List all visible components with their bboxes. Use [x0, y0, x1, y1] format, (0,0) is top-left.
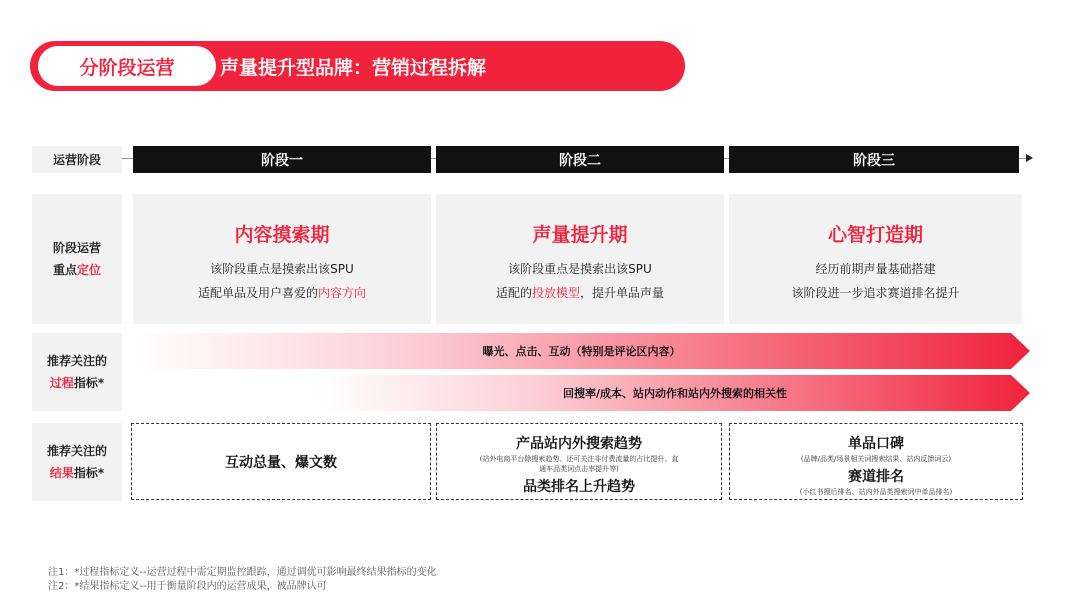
result-box-3 — [729, 423, 1023, 500]
banner-title: 声量提升型品牌：营销过程拆解 — [220, 56, 487, 79]
result-stage2-title2: 品类排名上升趋势 — [523, 479, 635, 495]
stage-bar-1: 阶段一 — [133, 146, 431, 173]
label-stage — [32, 146, 122, 173]
card-line1: 经历前期声量基础搭建 — [815, 262, 936, 276]
label-result-line2: 结果指标* — [49, 466, 105, 480]
focus-card-3 — [729, 194, 1022, 324]
timeline-arrow-icon — [1026, 154, 1033, 162]
result-box-1 — [131, 423, 431, 500]
card-title: 声量提升期 — [532, 224, 628, 246]
stage-bar-2: 阶段二 — [436, 146, 724, 173]
result-stage1: 互动总量、爆文数 — [225, 454, 337, 471]
card-line2: 该阶段进一步追求赛道排名提升 — [791, 286, 960, 300]
card-line2: 适配的投放模型，提升单品声量 — [495, 286, 665, 300]
result-stage3-note: (品牌/品类/场景相关词搜索结果、站内反馈词云) — [800, 455, 952, 463]
label-result — [32, 423, 122, 501]
label-process — [32, 333, 122, 411]
process-arrow-2-label: 回搜率/成本、站内动作和站内外搜索的相关性 — [562, 387, 788, 400]
card-line2: 适配单品及用户喜爱的内容方向 — [197, 286, 367, 300]
result-stage2-note1: (站外电商平台除搜索趋势、还可关注非付费流量的占比提升、直 — [479, 455, 679, 463]
label-focus-line1: 阶段运营 — [52, 241, 101, 255]
card-line1: 该阶段重点是摸索出该SPU — [508, 262, 652, 276]
result-box-2 — [436, 423, 722, 500]
process-arrow-1-label: 曝光、点击、互动（特别是评论区内容） — [482, 345, 681, 358]
label-result-line1: 推荐关注的 — [46, 444, 107, 458]
label-focus — [32, 194, 122, 324]
header-banner — [30, 41, 685, 91]
process-arrow-2 — [320, 375, 1030, 411]
result-stage3-note2: (小红书搜后排名、站内外品类搜索词中单品排名) — [799, 488, 953, 496]
result-stage2-note2: 通车品类词点击率提升等) — [539, 465, 619, 473]
card-line1: 该阶段重点是摸索出该SPU — [210, 262, 354, 276]
process-arrow-1 — [133, 333, 1030, 369]
focus-card-2 — [436, 194, 724, 324]
result-stage3-title2: 赛道排名 — [848, 469, 904, 485]
stage-bar-3: 阶段三 — [729, 146, 1019, 173]
result-stage3-title: 单品口碑 — [848, 436, 904, 452]
focus-card-1 — [133, 194, 431, 324]
banner-tag: 分阶段运营 — [38, 46, 216, 86]
label-stage-text: 运营阶段 — [52, 152, 101, 167]
footnote-1: 注1：*过程指标定义--运营过程中需定期监控跟踪，通过调优可影响最终结果指标的变化 — [48, 567, 437, 578]
card-title: 内容摸索期 — [234, 224, 330, 246]
card-title: 心智打造期 — [827, 224, 923, 246]
label-process-line2: 过程指标* — [49, 376, 105, 390]
footnote-2: 注2：*结果指标定义--用于衡量阶段内的运营成果，被品牌认可 — [48, 581, 327, 592]
result-stage2-title: 产品站内外搜索趋势 — [516, 436, 642, 452]
label-focus-line2: 重点定位 — [52, 263, 102, 277]
label-process-line1: 推荐关注的 — [46, 354, 107, 368]
